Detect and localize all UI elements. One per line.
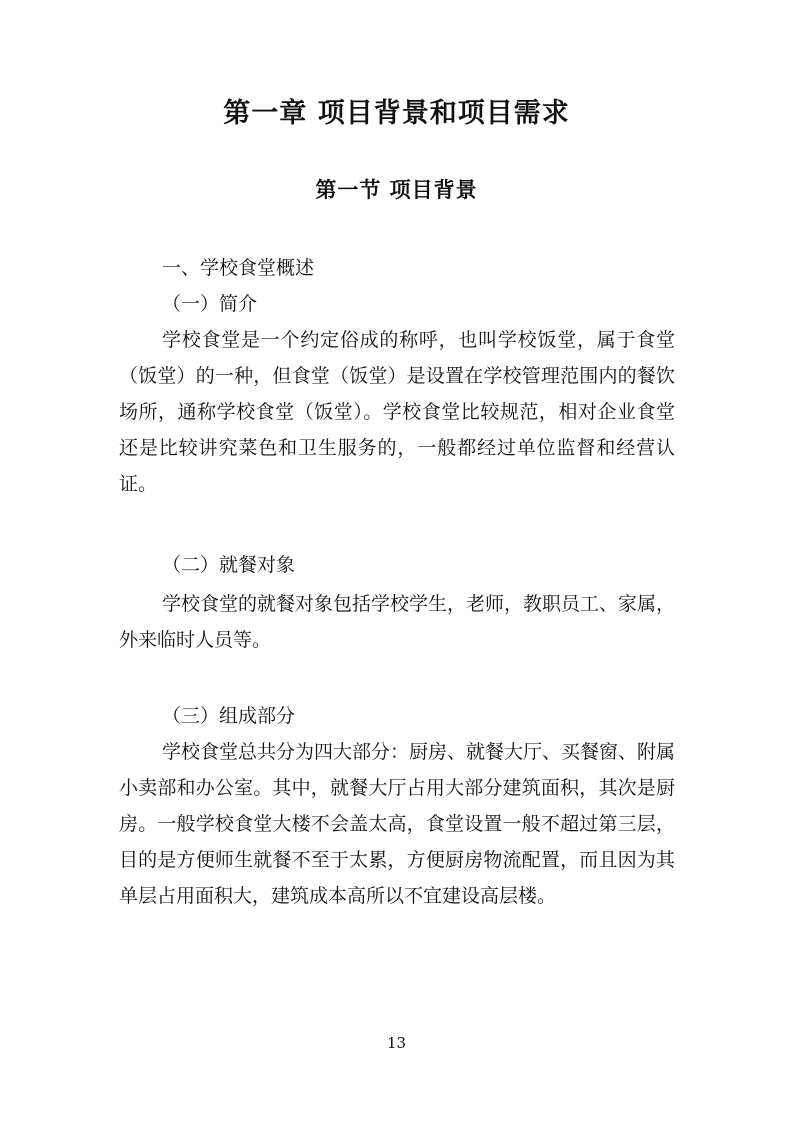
- heading-school-canteen-overview: 一、学校食堂概述: [162, 257, 315, 279]
- paragraph-dining-targets: 学校食堂的就餐对象包括学校学生，老师，教职员工、家属，外来临时人员等。: [119, 593, 676, 651]
- paragraph-components: 学校食堂总共分为四大部分：厨房、就餐大厅、买餐窗、附属小卖部和办公室。其中，就餐大厅占用大部分建筑面积，其次是厨房。一般学校食堂大楼不会盖太高，食堂设置一般不超过第三层，目的是方便师生就餐不至于太累，方便厨房物流配置，而且因为其单层占用面积大，建筑成本高所以不宜建设高层楼。: [119, 741, 676, 907]
- subheading-dining-targets: （二）就餐对象: [162, 554, 296, 576]
- subheading-introduction: （一）简介: [162, 293, 258, 315]
- subheading-components: （三）组成部分: [162, 705, 296, 727]
- section-title: 第一节 项目背景: [315, 178, 478, 202]
- chapter-title: 第一章 项目背景和项目需求: [223, 98, 570, 129]
- page-number: 13: [386, 1034, 407, 1052]
- paragraph-introduction: 学校食堂是一个约定俗成的称呼，也叫学校饭堂，属于食堂（饭堂）的一种，但食堂（饭堂）是设置在学校管理范围内的餐饮场所，通称学校食堂（饭堂）。学校食堂比较规范，相对企业食堂还是比较讲究菜色和卫生服务的，一般都经过单位监督和经营认证。: [119, 329, 675, 495]
